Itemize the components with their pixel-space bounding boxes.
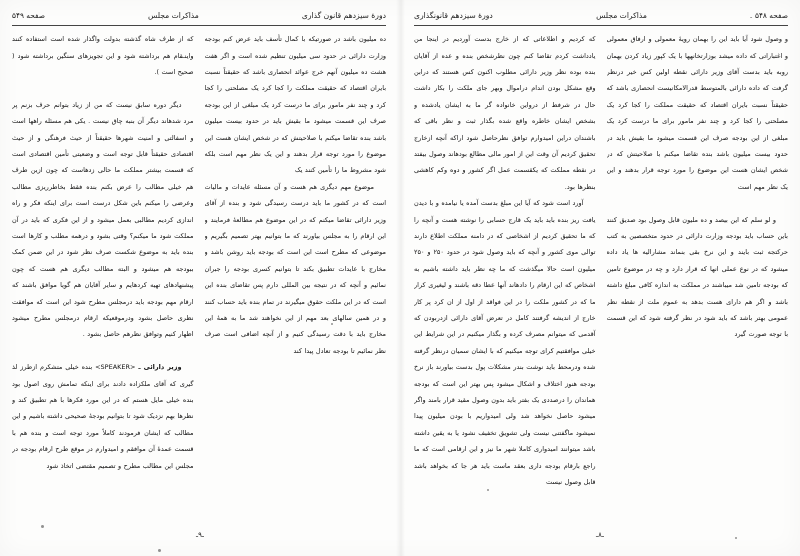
paragraph: و وصول شود آیا باید این را بهمان رویهٔ معمولی و ارفاق معمولی و اغتباراتی که داده میشد بوزارتخانهها با یک کپور زیاد کردن بهمان روبه باید بدست آقای وزیر دارائی نقطه اولین کس خیر درنظر گرفت که داده دارائی بالمتوسط قدرالامکانیست انحصاری باشد که حقیقتاً نسبت بایران اقتصاد که حقیقت مملکت را کجا کرد یک مصلحتی را کجا کرد و چند نفر مامور برای ما درست کرد یک مبلغی از این بودجه صرف این قسمت میشود ما بقیش باید در حدود بیست میلیون باشد بنده تقاضا میکنم با صلاحیتش که در شخص ایشان هست این موضوع را مورد توجه قرار بدهند و این یک نظر مهم است <box>606 35 788 191</box>
folio-right <box>750 10 788 22</box>
paragraph: موضوع مهم دیگری هم هست و آن مسئله عایدات و مالیات است که در کشور ما باید درست رسیدگی شود و بنده از آقای وزیر دارائی تقاضا میکنم که در این موضوع هم مطالعهٔ فرمایند و این ارقام را به مجلس بیاورند که ما بتوانیم بهتر تصمیم بگیریم و موضوعی که مطرح است این است که بودجه باید روشن باشد و مخارج با عایدات تطبیق بکند تا بتوانیم کسری بودجه را جبران نمائیم و آنچه که در نتیجه بین المللی دارم پس تقاضای بنده این است که در این ملکت حقوق میگیرند در تمام بنده باید حساب کنند و در همین سالهای بعد مهم از این نخواهند شد ما به همهٔ این مخارج باید با دقت رسیدگی کنیم و از آنچه اضافی است صرف نظر نمائیم تا بودجه تعادل پیدا کند <box>204 182 386 355</box>
paragraph: ده میلیون باشد در صورتیکه با کمال تأسف باید عرض کنم بودجه وزارت دارائی در حدود سی میلیون تنظیم شده است و اگر هفت هشت ده میلیون آنهم خرج عوائد انحصاری باشد که حقیقتاً نسبت بایران اقتصاد که حقیقت مملکت را کجا کرد یک مصلحتی را کجا کرد و چند نفر مامور برای ما درست کرد یک مبلغی از این بودجه صرف این قسمت میشود ما بقیش باید در حدود بیست میلیون باشد بنده تقاضا میکنم با صلاحیتش که در شخص ایشان هست این موضوع را مورد توجه قرار بدهند و این یک نظر مهم است بلکه شود مشروط ما را تأمین کنند یک <box>204 35 386 175</box>
folio-right-mark: ـ <box>750 13 752 20</box>
running-head-left <box>12 10 386 22</box>
page-right <box>400 0 800 556</box>
paragraph-with-speaker <box>12 359 194 474</box>
folio-left <box>12 10 45 21</box>
folio-right-label: صفحه ۵۴۸ <box>754 11 788 20</box>
head-rule-left <box>12 25 386 27</box>
running-head-left-center: مذاکرات مجلس <box>148 11 199 20</box>
running-head-left-outer: دورهٔ سیزدهم قانون گذاری <box>301 11 386 20</box>
paragraph: که از طرف شاه گذشته بدولت واگذار شده است استفاده کنند واینـقام هم برداشته شود و این تجویزهای سنگین برداشته شود ( صحیح است ). <box>12 35 194 76</box>
paragraph: آورد است شود که آیا این مبلغ بدست آمده یا نیامده و با دیدن یافت ریز بنده باید باید یک قارج حسابی را نوشته هست و آنچه را که ما تحقیق کردیم از اشخاصی که در دامنه مملکت اطلاع دارند توالی موی کشور و آنچه که باید وصول شود در حدود ۲۵۰ و ۲۵۰ میلیون است حالا میگذشت که ما چه نظر باید داشته باشیم به اشخاص که این ارقام را دادهاند آنها عطا دقه باشند و لیغیری کرار ما که در کشور ملکت را در این فواقد از اول از ان کرد پر کار خارج از اندیشه گرفتند کامل در تعرض آقای دارائی ازدربودن که آقدمی که میتوانم مصرف کرده و بگذار میکنیم در این شرایط این خیلی موافقتیم کرای توجه میکنیم که با ایشان سمیان درنظر گرفته شده ودرمحط باید نوشت بندر مشکلات پول بدست بیاورند باز نرخ بودجه هنوز اختلاف و اشکال میشود پس بهتر این است که بودجه هماندان را درصددی یک بفتر باید بدون وصول مقید قرار بامند واگر میشود حاصل نخواهد شد ولی امیدواریم با بودن میلیون پیدا نمیشود ماگفتنی نیست ولی تشویق تخفیف نشود یا به یقین داشته باشد میتوانند امیدواری کاملا شهر ما نیز و این ارقامی است که ما راجع بارقام بودجه داری بعقد ماست باید هر جا که بخواهد باشد قابل وصول نیست <box>414 199 596 487</box>
column-right-page-inner <box>607 31 789 517</box>
page-foot-right: ـ۸ـ <box>596 531 604 539</box>
paragraph: که کردیم و اطلاعاتی که از خارج بدست آوردیم در اینجا من یادداشت کردم تقاضا کنم چون نظرشخص بنده و عده از آقایان بنده بوده نظر وزیر دارائی مطلوب اکنون کس هستند که درابن وقع مشکل بودن اندام دراموال وبهر جای ملکت را بکار داشت حال در شرفط از درواین خانواده گر ما به ایشان یادشده و بشخص ایشان خاطره واقع شده بگذار ثبت و نظر باقی که باشندان دراین امیدوارم توافق نظرحاصل شود اراکه آنچه ازخارج تحقیق کردیم آن وقت این از امور مالی مطالع بودهاند وصول بیفتد در نقطه مملکت که یکقسمت عمل اگر کشور و دوه وکم کاهشی بنظرها بود. <box>414 35 596 191</box>
running-head-right-outer: دورهٔ سیزدهم قانونگذاری <box>414 11 493 20</box>
running-head-right-center: مذاکرات مجلس <box>596 11 647 20</box>
columns-left-page <box>12 31 386 517</box>
running-head-right <box>414 10 788 22</box>
paragraph: و لو سلم که این بیصد و ده ملیون قابل وصول بود صدیق کنند باین حساب باید بودجه وزارت دارائی در حدود متخصصین به کتب حرکتجه ثبت بایند و این نرخ بقی بنماند مشارالیه ها یاد داده میشود که در نوع عملی انها که قرار دارد و چه در موضوع تامین که بودجه تامین شد میباشند در مملکت به اندازه کافی مبلغ داشته باشد و اگر هم دارای هست بدهد به عموم ملت از نقطه نظر عمومی بهتر باشد که باید شود در نظر گرفته شود که این قسمت با توجه صورت گیرد <box>606 215 788 339</box>
paragraph: دیگر دوره سابق نیست که من از زیاد بتوانم حرف بزنم پر مرد شدهاند دیگر آن بنبه چاق نیست . یکی هم مسئله راهها است و اسفالتی و امنیت شهرها حقیقتاً از حیث فرهنگی و از حیث اقتصادی حقیقتاً قابل توجه است و وضعیتی تأمین اقتصادی است که قسمت بیشتر مملکت ما حالی زدهاست که چون ازین طرف هم خیلی مطالب را عرض بکنم بنده فقط بخاطرریزی مطالب وعرضی را میکنم باین شکل درست است برای اینکه فکر و راه اندازی کردیم مطالبی بعمل میشود و از این فکری که باید در آن مملکت شود ما میکنم؟ وقتی بشود و درهمه مطلب و کارها است بنده باید به موضوع شکست صرف نظر شود در این ضمن کمک ببودجه هم میشود و البته مطالب دیگری هم هست که چون پیشنهادهای تهیه کردهایم و سایر آقایان هم گویا موافق باشند که ارقام مهم بودجه باید درمجلس مطرح شود این است که موافقت نظری حاصل بشود ودرموقعیکه ارقام درمجلس مطرح میشود اظهار کنیم وتوافق نظرهم حاصل بشود . <box>12 100 194 339</box>
column-right-page-outer <box>414 31 596 517</box>
speaker-paragraph-body: <SPEAKER> بنده خیلی متشکرم ازطرز لذ گیری که آقای ملکزاده دادند برای اینکه تمامش روی اصول بود بنده خیلی مایل هستم که در این مورد فکرها با هم تطبیق کند و نظرها بهم نزدیک شود تا بتوانیم بودجهٔ صحیحی داشته باشیم و این مطالب که ایشان فرمودند کاملاً مورد توجه است و بنده هم با قسمت عمدهٔ آن موافقم و امیدوارم در موقع طرح ارقام بودجه در مجلس این مطالب مطرح و تصمیم مقتضی اتخاذ شود <box>12 363 194 470</box>
column-left-page-outer <box>12 31 194 517</box>
page-foot-left: ـ۹ـ <box>196 531 204 539</box>
columns-right-page <box>414 31 788 517</box>
head-rule-right <box>414 25 788 27</box>
speaker-label-minister-of-finance: وزیر دارائی ـ <box>138 363 182 372</box>
folio-left-label: صفحه ۵۴۹ <box>12 11 46 20</box>
column-left-page-inner <box>205 31 387 517</box>
